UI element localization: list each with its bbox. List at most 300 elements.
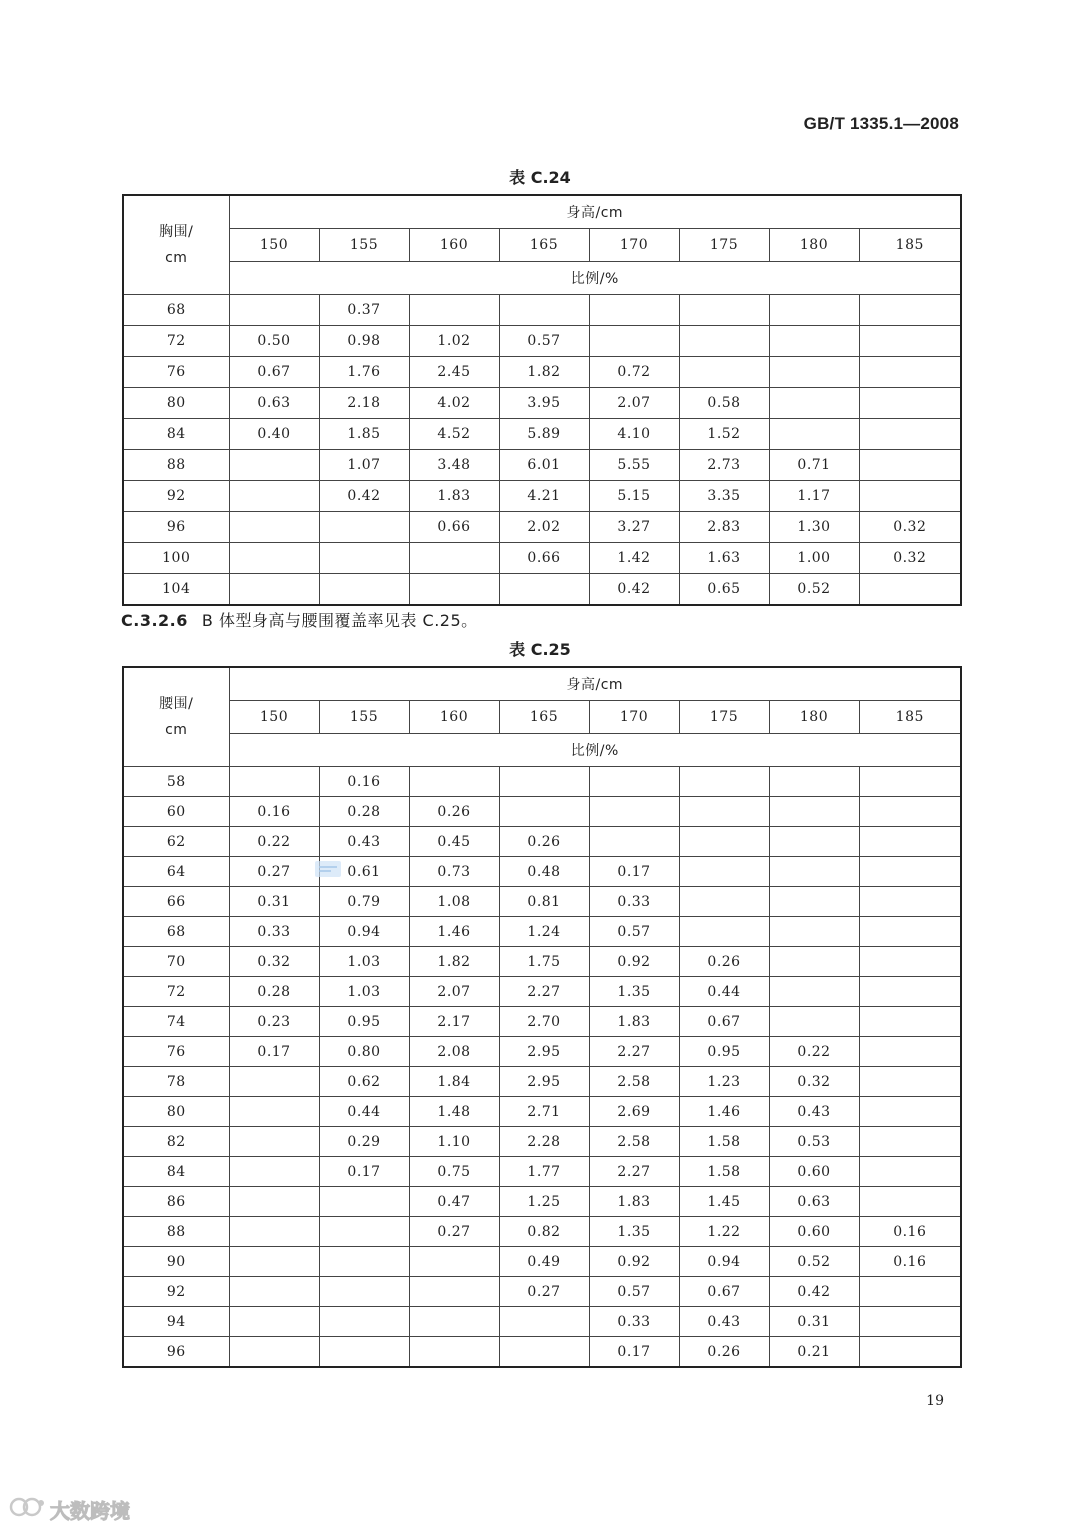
row-label-cell: 62 <box>123 827 229 857</box>
table-row <box>123 543 961 574</box>
height-header-cell: 175 <box>679 701 769 734</box>
table-row <box>123 1337 961 1368</box>
value-cell: 0.67 <box>679 1007 769 1037</box>
value-cell <box>499 767 589 797</box>
value-cell: 0.33 <box>589 1307 679 1337</box>
value-cell: 0.57 <box>589 917 679 947</box>
table-c24-row-header <box>123 195 229 295</box>
value-cell: 2.58 <box>589 1067 679 1097</box>
value-cell: 1.23 <box>679 1067 769 1097</box>
value-cell: 4.02 <box>409 388 499 419</box>
table-row <box>123 767 961 797</box>
height-header-cell: 165 <box>499 229 589 262</box>
table-c24-ratio-header: 比例/% <box>229 262 961 295</box>
value-cell: 1.83 <box>409 481 499 512</box>
value-cell: 0.42 <box>769 1277 859 1307</box>
value-cell <box>859 1277 961 1307</box>
row-label-cell: 104 <box>123 574 229 606</box>
value-cell: 1.00 <box>769 543 859 574</box>
value-cell <box>769 827 859 857</box>
value-cell: 0.16 <box>859 1217 961 1247</box>
value-cell: 5.15 <box>589 481 679 512</box>
value-cell: 4.21 <box>499 481 589 512</box>
height-header-cell: 150 <box>229 229 319 262</box>
value-cell: 0.31 <box>229 887 319 917</box>
table-c24-body <box>123 295 961 606</box>
value-cell: 0.67 <box>229 357 319 388</box>
value-cell <box>679 767 769 797</box>
value-cell: 0.65 <box>679 574 769 606</box>
table-row <box>123 1067 961 1097</box>
value-cell: 0.50 <box>229 326 319 357</box>
value-cell: 0.94 <box>679 1247 769 1277</box>
clause-number: C.3.2.6 <box>121 611 188 630</box>
table-c24-height-header: 身高/cm <box>229 195 961 229</box>
value-cell <box>769 295 859 326</box>
value-cell: 0.82 <box>499 1217 589 1247</box>
value-cell <box>859 947 961 977</box>
value-cell: 0.45 <box>409 827 499 857</box>
value-cell: 0.17 <box>319 1157 409 1187</box>
value-cell: 0.57 <box>499 326 589 357</box>
value-cell: 0.49 <box>499 1247 589 1277</box>
value-cell: 0.40 <box>229 419 319 450</box>
value-cell: 0.60 <box>769 1157 859 1187</box>
value-cell: 4.10 <box>589 419 679 450</box>
value-cell <box>769 977 859 1007</box>
value-cell: 0.33 <box>229 917 319 947</box>
value-cell: 1.17 <box>769 481 859 512</box>
value-cell <box>859 1127 961 1157</box>
value-cell: 0.17 <box>229 1037 319 1067</box>
table-c25 <box>122 666 962 1368</box>
table-c25-body <box>123 767 961 1368</box>
value-cell: 0.42 <box>589 574 679 606</box>
value-cell: 1.24 <box>499 917 589 947</box>
value-cell <box>859 857 961 887</box>
row-label-cell: 72 <box>123 326 229 357</box>
value-cell: 2.07 <box>589 388 679 419</box>
value-cell: 0.43 <box>769 1097 859 1127</box>
value-cell: 1.30 <box>769 512 859 543</box>
table-row <box>123 1307 961 1337</box>
value-cell <box>319 1307 409 1337</box>
value-cell <box>229 295 319 326</box>
value-cell <box>319 1337 409 1368</box>
value-cell <box>409 1247 499 1277</box>
row-label-cell: 90 <box>123 1247 229 1277</box>
value-cell <box>859 827 961 857</box>
value-cell <box>769 357 859 388</box>
value-cell: 3.48 <box>409 450 499 481</box>
value-cell <box>229 1307 319 1337</box>
value-cell: 0.98 <box>319 326 409 357</box>
value-cell: 2.07 <box>409 977 499 1007</box>
value-cell: 0.94 <box>319 917 409 947</box>
watermark-logo-icon <box>8 1494 52 1520</box>
height-header-cell: 170 <box>589 229 679 262</box>
value-cell: 0.43 <box>319 827 409 857</box>
row-label-cell: 84 <box>123 419 229 450</box>
value-cell <box>859 767 961 797</box>
row-label-cell: 66 <box>123 887 229 917</box>
value-cell: 0.67 <box>679 1277 769 1307</box>
height-header-cell: 185 <box>859 701 961 734</box>
value-cell <box>589 827 679 857</box>
row-label-cell: 92 <box>123 481 229 512</box>
value-cell: 0.16 <box>319 767 409 797</box>
value-cell: 6.01 <box>499 450 589 481</box>
value-cell <box>859 450 961 481</box>
table-row <box>123 574 961 606</box>
value-cell: 0.26 <box>679 947 769 977</box>
height-header-cell: 165 <box>499 701 589 734</box>
row-label-cell: 76 <box>123 357 229 388</box>
value-cell: 2.27 <box>499 977 589 1007</box>
value-cell: 1.58 <box>679 1127 769 1157</box>
height-header-cell: 160 <box>409 701 499 734</box>
value-cell: 0.63 <box>769 1187 859 1217</box>
value-cell <box>769 767 859 797</box>
row-label-cell: 70 <box>123 947 229 977</box>
table-row <box>123 947 961 977</box>
value-cell: 1.85 <box>319 419 409 450</box>
value-cell: 0.47 <box>409 1187 499 1217</box>
value-cell: 0.63 <box>229 388 319 419</box>
value-cell <box>229 1067 319 1097</box>
value-cell <box>679 827 769 857</box>
value-cell: 1.58 <box>679 1157 769 1187</box>
value-cell <box>499 1307 589 1337</box>
value-cell <box>319 1217 409 1247</box>
value-cell: 2.02 <box>499 512 589 543</box>
value-cell <box>229 1247 319 1277</box>
value-cell <box>859 1187 961 1217</box>
value-cell: 0.60 <box>769 1217 859 1247</box>
value-cell <box>589 295 679 326</box>
table-row <box>123 857 961 887</box>
value-cell: 0.44 <box>679 977 769 1007</box>
value-cell: 0.73 <box>409 857 499 887</box>
row-label-cell: 84 <box>123 1157 229 1187</box>
height-header-cell: 175 <box>679 229 769 262</box>
value-cell <box>229 1157 319 1187</box>
row-label-cell: 94 <box>123 1307 229 1337</box>
value-cell: 1.07 <box>319 450 409 481</box>
value-cell <box>409 543 499 574</box>
value-cell: 0.33 <box>589 887 679 917</box>
value-cell: 1.82 <box>409 947 499 977</box>
value-cell: 0.21 <box>769 1337 859 1368</box>
value-cell: 1.02 <box>409 326 499 357</box>
row-label-cell: 96 <box>123 512 229 543</box>
value-cell: 2.18 <box>319 388 409 419</box>
table-row <box>123 977 961 1007</box>
value-cell <box>679 917 769 947</box>
value-cell <box>859 1337 961 1368</box>
row-label-cell: 100 <box>123 543 229 574</box>
value-cell <box>859 887 961 917</box>
value-cell <box>859 917 961 947</box>
value-cell <box>229 1277 319 1307</box>
value-cell <box>679 295 769 326</box>
value-cell: 2.71 <box>499 1097 589 1127</box>
clause-c3-2-6 <box>121 608 478 631</box>
table-c25-ratio-header: 比例/% <box>229 734 961 767</box>
value-cell: 1.83 <box>589 1007 679 1037</box>
value-cell: 1.08 <box>409 887 499 917</box>
row-label-cell: 68 <box>123 295 229 326</box>
value-cell: 0.61 <box>319 857 409 887</box>
value-cell: 1.48 <box>409 1097 499 1127</box>
value-cell: 1.03 <box>319 977 409 1007</box>
value-cell <box>769 797 859 827</box>
value-cell <box>769 857 859 887</box>
value-cell: 0.29 <box>319 1127 409 1157</box>
value-cell <box>319 512 409 543</box>
value-cell <box>769 917 859 947</box>
value-cell: 3.27 <box>589 512 679 543</box>
value-cell <box>319 1187 409 1217</box>
table-row <box>123 357 961 388</box>
value-cell: 0.31 <box>769 1307 859 1337</box>
value-cell <box>409 1337 499 1368</box>
value-cell <box>409 1307 499 1337</box>
value-cell <box>859 574 961 606</box>
value-cell <box>859 1097 961 1127</box>
table-row <box>123 797 961 827</box>
table-c24 <box>122 194 962 606</box>
value-cell <box>409 1277 499 1307</box>
value-cell: 2.58 <box>589 1127 679 1157</box>
value-cell: 0.44 <box>319 1097 409 1127</box>
table-row <box>123 326 961 357</box>
value-cell <box>769 887 859 917</box>
height-header-cell: 155 <box>319 229 409 262</box>
value-cell <box>229 1097 319 1127</box>
value-cell: 0.66 <box>499 543 589 574</box>
value-cell <box>229 450 319 481</box>
value-cell: 0.52 <box>769 574 859 606</box>
height-header-cell: 150 <box>229 701 319 734</box>
value-cell: 1.45 <box>679 1187 769 1217</box>
value-cell <box>229 574 319 606</box>
value-cell: 0.92 <box>589 947 679 977</box>
value-cell <box>319 574 409 606</box>
table-c25-row-header <box>123 667 229 767</box>
value-cell <box>769 947 859 977</box>
table-row <box>123 450 961 481</box>
value-cell <box>409 574 499 606</box>
value-cell: 1.75 <box>499 947 589 977</box>
row-label-cell: 58 <box>123 767 229 797</box>
value-cell: 0.17 <box>589 1337 679 1368</box>
value-cell <box>859 797 961 827</box>
value-cell <box>499 574 589 606</box>
row-label-cell: 74 <box>123 1007 229 1037</box>
table-row <box>123 1007 961 1037</box>
row-label-cell: 76 <box>123 1037 229 1067</box>
value-cell: 0.32 <box>859 543 961 574</box>
value-cell <box>319 1247 409 1277</box>
value-cell: 0.32 <box>859 512 961 543</box>
value-cell <box>859 1157 961 1187</box>
value-cell: 0.42 <box>319 481 409 512</box>
value-cell <box>859 1067 961 1097</box>
value-cell <box>679 887 769 917</box>
height-header-cell: 170 <box>589 701 679 734</box>
value-cell: 0.95 <box>319 1007 409 1037</box>
row-label-cell: 64 <box>123 857 229 887</box>
table-c25-heights-row <box>123 701 961 734</box>
value-cell: 2.73 <box>679 450 769 481</box>
row-label-cell: 92 <box>123 1277 229 1307</box>
table-row <box>123 419 961 450</box>
value-cell <box>859 1307 961 1337</box>
height-header-cell: 155 <box>319 701 409 734</box>
value-cell <box>679 797 769 827</box>
value-cell: 2.17 <box>409 1007 499 1037</box>
row-label-cell: 86 <box>123 1187 229 1217</box>
value-cell <box>229 543 319 574</box>
table-row <box>123 827 961 857</box>
value-cell: 0.27 <box>499 1277 589 1307</box>
value-cell: 0.26 <box>499 827 589 857</box>
value-cell <box>859 481 961 512</box>
value-cell: 0.72 <box>589 357 679 388</box>
value-cell: 1.46 <box>409 917 499 947</box>
value-cell <box>409 767 499 797</box>
value-cell: 0.16 <box>229 797 319 827</box>
value-cell <box>319 1277 409 1307</box>
value-cell: 1.35 <box>589 1217 679 1247</box>
row-label-cell: 80 <box>123 1097 229 1127</box>
value-cell <box>859 388 961 419</box>
table-row <box>123 1277 961 1307</box>
page-number: 19 <box>926 1393 944 1409</box>
value-cell <box>229 512 319 543</box>
value-cell: 2.27 <box>589 1037 679 1067</box>
height-header-cell: 180 <box>769 701 859 734</box>
value-cell: 0.26 <box>679 1337 769 1368</box>
value-cell <box>499 295 589 326</box>
value-cell <box>859 977 961 1007</box>
value-cell <box>859 326 961 357</box>
value-cell: 0.22 <box>769 1037 859 1067</box>
value-cell <box>229 1217 319 1247</box>
table-row <box>123 887 961 917</box>
row-label-cell: 80 <box>123 388 229 419</box>
value-cell <box>229 1127 319 1157</box>
row-label-cell: 60 <box>123 797 229 827</box>
value-cell: 0.32 <box>229 947 319 977</box>
clause-text: B 体型身高与腰围覆盖率见表 C.25。 <box>201 611 478 630</box>
value-cell: 0.58 <box>679 388 769 419</box>
value-cell: 0.66 <box>409 512 499 543</box>
value-cell <box>679 326 769 357</box>
value-cell: 2.08 <box>409 1037 499 1067</box>
standard-number: GB/T 1335.1—2008 <box>803 114 959 133</box>
value-cell: 1.77 <box>499 1157 589 1187</box>
value-cell <box>409 295 499 326</box>
value-cell <box>499 797 589 827</box>
value-cell: 5.89 <box>499 419 589 450</box>
value-cell: 0.79 <box>319 887 409 917</box>
value-cell <box>859 1007 961 1037</box>
value-cell: 0.75 <box>409 1157 499 1187</box>
value-cell: 0.48 <box>499 857 589 887</box>
value-cell: 1.22 <box>679 1217 769 1247</box>
row-header-label: 胸围/ cm <box>159 224 194 266</box>
value-cell: 2.45 <box>409 357 499 388</box>
value-cell: 1.76 <box>319 357 409 388</box>
row-label-cell: 88 <box>123 1217 229 1247</box>
table-row <box>123 295 961 326</box>
value-cell: 0.52 <box>769 1247 859 1277</box>
value-cell: 1.25 <box>499 1187 589 1217</box>
value-cell <box>589 767 679 797</box>
value-cell: 0.57 <box>589 1277 679 1307</box>
value-cell: 0.22 <box>229 827 319 857</box>
value-cell <box>679 857 769 887</box>
value-cell: 2.83 <box>679 512 769 543</box>
value-cell <box>589 797 679 827</box>
value-cell: 1.84 <box>409 1067 499 1097</box>
value-cell: 1.46 <box>679 1097 769 1127</box>
value-cell: 1.03 <box>319 947 409 977</box>
value-cell: 2.27 <box>589 1157 679 1187</box>
value-cell: 0.43 <box>679 1307 769 1337</box>
table-row <box>123 917 961 947</box>
value-cell: 2.69 <box>589 1097 679 1127</box>
value-cell: 0.95 <box>679 1037 769 1067</box>
value-cell: 0.17 <box>589 857 679 887</box>
value-cell: 1.52 <box>679 419 769 450</box>
table-row <box>123 1097 961 1127</box>
value-cell: 1.83 <box>589 1187 679 1217</box>
value-cell: 1.10 <box>409 1127 499 1157</box>
value-cell: 2.28 <box>499 1127 589 1157</box>
value-cell: 0.37 <box>319 295 409 326</box>
watermark-stamp-icon <box>314 858 342 880</box>
table-c25-height-header: 身高/cm <box>229 667 961 701</box>
watermark-logo <box>8 1494 138 1523</box>
value-cell: 1.63 <box>679 543 769 574</box>
value-cell: 0.32 <box>769 1067 859 1097</box>
value-cell <box>589 326 679 357</box>
value-cell <box>679 357 769 388</box>
value-cell: 2.95 <box>499 1037 589 1067</box>
value-cell <box>229 481 319 512</box>
table-row <box>123 481 961 512</box>
table-row <box>123 1217 961 1247</box>
row-label-cell: 78 <box>123 1067 229 1097</box>
value-cell <box>769 388 859 419</box>
value-cell: 0.28 <box>319 797 409 827</box>
value-cell <box>859 1037 961 1067</box>
value-cell: 3.95 <box>499 388 589 419</box>
watermark-text: 大数跨境 <box>50 1499 130 1523</box>
value-cell: 0.28 <box>229 977 319 1007</box>
row-label-cell: 88 <box>123 450 229 481</box>
value-cell: 0.27 <box>229 857 319 887</box>
row-label-cell: 96 <box>123 1337 229 1368</box>
table-c24-heights-row <box>123 229 961 262</box>
table-row <box>123 1127 961 1157</box>
value-cell <box>229 1187 319 1217</box>
row-label-cell: 68 <box>123 917 229 947</box>
value-cell <box>229 1337 319 1368</box>
